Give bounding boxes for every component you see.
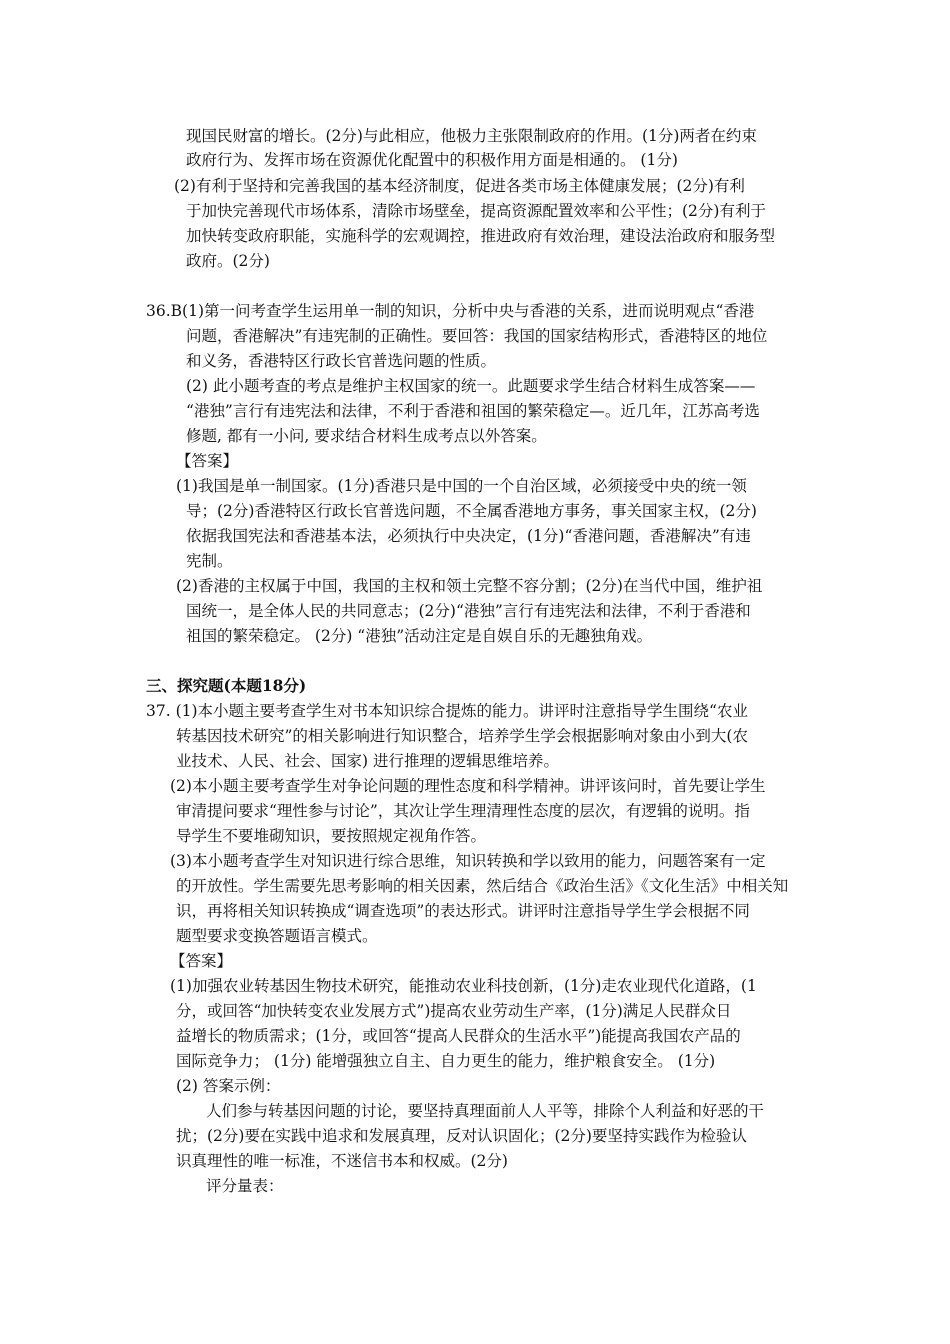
text-line: 转基因技术研究”的相关影响进行知识整合，培养学生学会根据影响对象由小到大(农 (176, 727, 748, 745)
text-line: 扰；(2分)要在实践中追求和发展真理，反对认识固化；(2分)要坚持实践作为检验认 (176, 1127, 747, 1145)
text-line: 修题, 都有一小问, 要求结合材料生成考点以外答案。 (186, 427, 547, 445)
text-line: 政府。(2分) (186, 252, 270, 270)
text-line: (2)本小题主要考查学生对争论问题的理性态度和科学精神。讲评该问时，首先要让学生 (170, 777, 766, 795)
text-line: 分，或回答“加快转变农业发展方式”)提高农业劳动生产率，(1分)满足人民群众日 (176, 1002, 732, 1020)
text-line: 审清提问要求“理性参与讨论”，其次让学生理清理性态度的层次，有逻辑的说明。指 (176, 802, 750, 820)
text-line: 的开放性。学生需要先思考影响的相关因素，然后结合《政治生活》《文化生活》中相关知 (176, 877, 789, 895)
answer-label: 【答案】 (176, 452, 239, 470)
text-line: 人们参与转基因问题的讨论，要坚持真理面前人人平等，排除个人利益和好恶的干 (206, 1102, 765, 1120)
text-line: 题型要求变换答题语言模式。 (176, 927, 378, 945)
text-line: (1)加强农业转基因生物技术研究，能推动农业科技创新，(1分)走农业现代化道路，(1 (170, 977, 757, 995)
text-line: 导学生不要堆砌知识，要按照规定视角作答。 (176, 827, 487, 845)
text-line: 加快转变政府职能，实施科学的宏观调控，推进政府有效治理，建设法治政府和服务型 (186, 227, 776, 245)
answer-label: 【答案】 (170, 952, 233, 970)
text-line: 国统一，是全体人民的共同意志；(2分)“港独”言行有违宪法和法律，不利于香港和 (186, 602, 751, 620)
text-line: (2) 答案示例： (176, 1077, 281, 1095)
text-line: 政府行为、发挥市场在资源优化配置中的积极作用方面是相通的。 (1分) (186, 151, 678, 169)
text-line: (3)本小题考查学生对知识进行综合思维，知识转换和学以致用的能力，问题答案有一定 (170, 852, 766, 870)
text-line: 宪制。 (186, 552, 233, 570)
text-line: 益增长的物质需求；(1分，或回答“提高人民群众的生活水平”)能提高我国农产品的 (176, 1027, 741, 1045)
text-line: 识，再将相关知识转换成“调查选项”的表达形式。讲评时注意指导学生学会根据不同 (176, 902, 750, 920)
section-heading: 三、探究题(本题18分) (146, 676, 307, 695)
text-line: 和义务，香港特区行政长官普选问题的性质。 (186, 352, 497, 370)
text-line: 依据我国宪法和香港基本法，必须执行中央决定，(1分)“香港问题，香港解决”有违 (186, 527, 751, 545)
text-line: (2)香港的主权属于中国，我国的主权和领土完整不容分割；(2分)在当代中国，维护祖 (176, 577, 763, 595)
text-line: 识真理性的唯一标准，不迷信书本和权威。(2分) (176, 1152, 508, 1170)
text-line: 于加快完善现代市场体系，清除市场壁垒，提高资源配置效率和公平性；(2分)有利于 (186, 202, 766, 220)
text-line: 导；(2分)香港特区行政长官普选问题，不全属香港地方事务，事关国家主权，(2分) (186, 502, 757, 520)
text-line: (1)我国是单一制国家。(1分)香港只是中国的一个自治区域，必须接受中央的统一领 (176, 477, 747, 495)
text-line: 国际竞争力； (1分) 能增强独立自主、自力更生的能力，维护粮食安全。 (1分) (176, 1052, 716, 1070)
text-line: 祖国的繁荣稳定。 (2分) “港独”活动注定是自娱自乐的无趣独角戏。 (186, 627, 653, 645)
text-line: 业技术、人民、社会、国家) 进行推理的逻辑思维培养。 (176, 752, 559, 770)
text-line: 评分量表： (206, 1177, 284, 1195)
text-line: 问题，香港解决”有违宪制的正确性。要回答：我国的国家结构形式，香港特区的地位 (186, 327, 768, 345)
text-line: (2)有利于坚持和完善我国的基本经济制度，促进各类市场主体健康发展；(2分)有利 (174, 177, 745, 195)
text-line: “港独”言行有违宪法和法律，不利于香港和祖国的繁荣稳定—。近几年，江苏高考选 (186, 402, 760, 420)
text-line: 现国民财富的增长。(2分)与此相应，他极力主张限制政府的作用。(1分)两者在约束 (186, 127, 757, 145)
text-line: (2) 此小题考查的考点是维护主权国家的统一。此题要求学生结合材料生成答案—— (186, 377, 756, 395)
question-37-line: 37. (1)本小题主要考查学生对书本知识综合提炼的能力。讲评时注意指导学生围绕“农业 (146, 702, 748, 720)
question-36-line: 36.B(1)第一问考查学生运用单一制的知识，分析中央与香港的关系，进而说明观点“香港 (146, 302, 755, 320)
